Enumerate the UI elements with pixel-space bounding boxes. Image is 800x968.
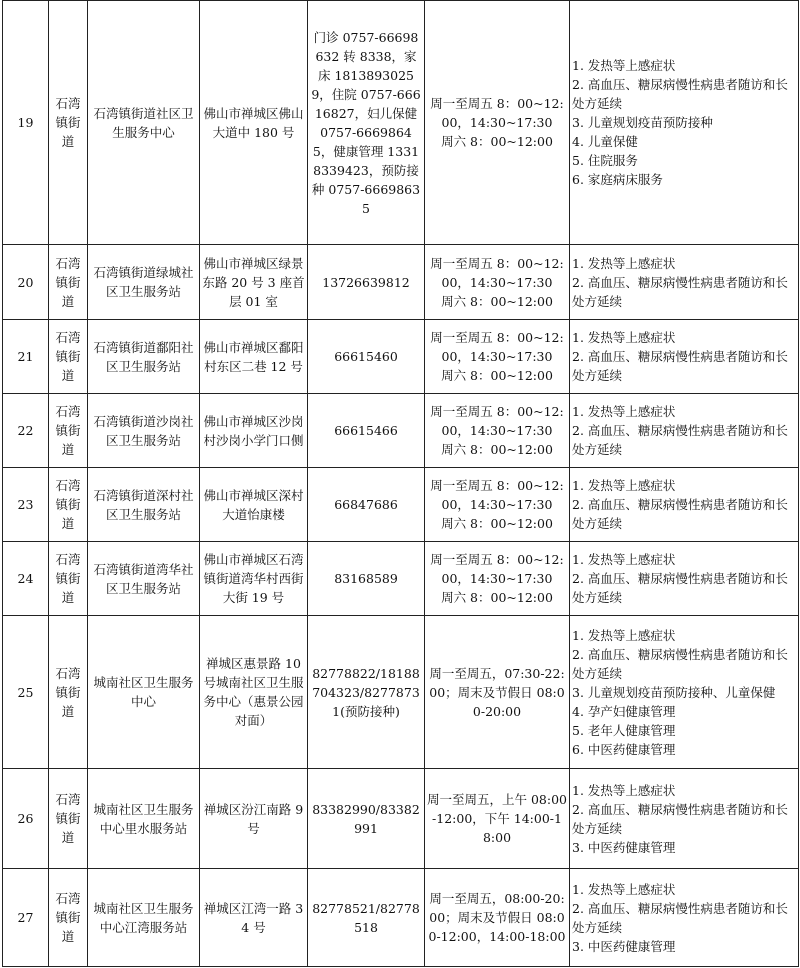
service-item: 1. 发热等上感症状 xyxy=(572,627,676,643)
facility-address: 禅城区江湾一路 34 号 xyxy=(200,869,308,967)
service-list xyxy=(570,1,799,245)
service-item: 2. 高血压、糖尿病慢性病患者随访和长处方延续 xyxy=(572,900,788,935)
service-list xyxy=(570,616,799,769)
service-item: 6. 中医药健康管理 xyxy=(572,741,676,757)
service-item: 3. 儿童规划疫苗预防接种、儿童保健 xyxy=(572,684,776,700)
facility-address: 佛山市禅城区石湾镇街道湾华村西街大街 19 号 xyxy=(200,542,308,616)
service-item: 2. 高血压、糖尿病慢性病患者随访和长处方延续 xyxy=(572,274,788,309)
service-list xyxy=(570,468,799,542)
hours-line: 周六 8：00~12:00 xyxy=(441,368,553,383)
service-item: 1. 发热等上感症状 xyxy=(572,255,676,271)
facility-address: 佛山市禅城区佛山大道中 180 号 xyxy=(200,1,308,245)
service-item: 4. 孕产妇健康管理 xyxy=(572,703,676,719)
hours-line: 周一至周五 8：00~12:00，14:30~17:30 xyxy=(430,404,564,438)
facility-address: 佛山市禅城区深村大道怡康楼 xyxy=(200,468,308,542)
facility-address: 佛山市禅城区鄱阳村东区二巷 12 号 xyxy=(200,320,308,394)
hours-line: 周六 8：00~12:00 xyxy=(441,293,553,309)
facility-phone: 13726639812 xyxy=(308,245,425,320)
service-item: 2. 高血压、糖尿病慢性病患者随访和长处方延续 xyxy=(572,571,788,605)
facility-phone: 66615460 xyxy=(308,320,425,394)
service-list xyxy=(570,320,799,394)
facility-phone: 66847686 xyxy=(308,468,425,542)
opening-hours xyxy=(425,869,570,967)
service-item: 1. 发热等上感症状 xyxy=(572,782,676,798)
facility-name: 城南社区卫生服务中心江湾服务站 xyxy=(88,869,200,967)
opening-hours xyxy=(425,468,570,542)
hours-line: 周六 8：00~12:00 xyxy=(441,590,553,605)
town-name: 石湾镇街道 xyxy=(49,869,88,967)
opening-hours xyxy=(425,1,570,245)
facility-name: 石湾镇街道绿城社区卫生服务站 xyxy=(88,245,200,320)
table-row xyxy=(3,769,799,869)
facility-phone: 83382990/83382991 xyxy=(308,769,425,869)
facility-phone: 82778521/82778518 xyxy=(308,869,425,967)
table-row xyxy=(3,1,799,245)
opening-hours xyxy=(425,616,570,769)
facility-phone: 门诊 0757-66698632 转 8338，家床 18138930259，住院 0757-66616827，妇儿保健 0757-66698645，健康管理 13318339423，预防接种 0757-66698635 xyxy=(308,1,425,245)
service-list xyxy=(570,542,799,616)
table-body xyxy=(3,1,799,967)
hours-line: 周一至周五 8：00~12:00，14:30~17:30 xyxy=(430,255,564,290)
service-item: 3. 中医药健康管理 xyxy=(572,938,676,954)
hours-line: 周六 8：00~12:00 xyxy=(441,516,553,531)
hours-line: 周六 8：00~12:00 xyxy=(441,442,553,457)
service-item: 1. 发热等上感症状 xyxy=(572,552,676,567)
facility-phone: 82778822/18188704323/82778731(预防接种) xyxy=(308,616,425,769)
opening-hours xyxy=(425,769,570,869)
row-number: 21 xyxy=(3,320,49,394)
service-item: 1. 发热等上感症状 xyxy=(572,404,676,419)
service-list xyxy=(570,394,799,468)
row-number: 22 xyxy=(3,394,49,468)
table-row xyxy=(3,320,799,394)
opening-hours xyxy=(425,394,570,468)
opening-hours xyxy=(425,320,570,394)
facility-name: 城南社区卫生服务中心 xyxy=(88,616,200,769)
table-row xyxy=(3,542,799,616)
row-number: 27 xyxy=(3,869,49,967)
hours-line: 周六 8：00~12:00 xyxy=(441,134,553,149)
facility-address: 禅城区汾江南路 9 号 xyxy=(200,769,308,869)
table-row xyxy=(3,616,799,769)
town-name: 石湾镇街道 xyxy=(49,394,88,468)
hours-line: 周一至周五，07:30-22:00；周末及节假日 08:00-20:00 xyxy=(429,665,565,719)
facility-address: 佛山市禅城区沙岗村沙岗小学门口侧 xyxy=(200,394,308,468)
town-name: 石湾镇街道 xyxy=(49,616,88,769)
facility-address: 佛山市禅城区绿景东路 20 号 3 座首层 01 室 xyxy=(200,245,308,320)
service-item: 2. 高血压、糖尿病慢性病患者随访和长处方延续 xyxy=(572,349,788,383)
service-item: 1. 发热等上感症状 xyxy=(572,881,676,897)
row-number: 26 xyxy=(3,769,49,869)
facility-name: 石湾镇街道社区卫生服务中心 xyxy=(88,1,200,245)
service-list xyxy=(570,869,799,967)
service-item: 3. 儿童规划疫苗预防接种 xyxy=(572,115,713,130)
hours-line: 周一至周五 8：00~12:00，14:30~17:30 xyxy=(430,478,564,512)
service-list xyxy=(570,769,799,869)
hours-line: 周一至周五，上午 08:00-12:00，下午 14:00-18:00 xyxy=(427,792,567,845)
service-item: 2. 高血压、糖尿病慢性病患者随访和长处方延续 xyxy=(572,646,788,681)
row-number: 23 xyxy=(3,468,49,542)
service-table xyxy=(2,0,799,967)
table-row xyxy=(3,245,799,320)
facility-phone: 66615466 xyxy=(308,394,425,468)
facility-name: 石湾镇街道深村社区卫生服务站 xyxy=(88,468,200,542)
service-item: 5. 老年人健康管理 xyxy=(572,722,676,738)
table-row xyxy=(3,394,799,468)
service-item: 1. 发热等上感症状 xyxy=(572,58,676,73)
row-number: 24 xyxy=(3,542,49,616)
service-item: 2. 高血压、糖尿病慢性病患者随访和长处方延续 xyxy=(572,497,788,531)
opening-hours xyxy=(425,542,570,616)
table-row xyxy=(3,468,799,542)
facility-name: 石湾镇街道湾华社区卫生服务站 xyxy=(88,542,200,616)
hours-line: 周一至周五 8：00~12:00，14:30~17:30 xyxy=(430,552,564,586)
hours-line: 周一至周五 8：00~12:00，14:30~17:30 xyxy=(430,96,564,130)
service-item: 2. 高血压、糖尿病慢性病患者随访和长处方延续 xyxy=(572,77,788,111)
table-row xyxy=(3,869,799,967)
row-number: 25 xyxy=(3,616,49,769)
service-item: 3. 中医药健康管理 xyxy=(572,839,676,855)
facility-address: 禅城区惠景路 10 号城南社区卫生服务中心（惠景公园对面） xyxy=(200,616,308,769)
town-name: 石湾镇街道 xyxy=(49,542,88,616)
town-name: 石湾镇街道 xyxy=(49,245,88,320)
facility-name: 城南社区卫生服务中心里水服务站 xyxy=(88,769,200,869)
town-name: 石湾镇街道 xyxy=(49,1,88,245)
hours-line: 周一至周五 8：00~12:00，14:30~17:30 xyxy=(430,330,564,364)
service-list xyxy=(570,245,799,320)
facility-phone: 83168589 xyxy=(308,542,425,616)
service-item: 2. 高血压、糖尿病慢性病患者随访和长处方延续 xyxy=(572,801,788,836)
town-name: 石湾镇街道 xyxy=(49,769,88,869)
service-item: 2. 高血压、糖尿病慢性病患者随访和长处方延续 xyxy=(572,423,788,457)
service-item: 6. 家庭病床服务 xyxy=(572,172,663,187)
hours-line: 周一至周五，08:00-20:00；周末及节假日 08:00-12:00，14:00-18:00 xyxy=(428,891,566,944)
town-name: 石湾镇街道 xyxy=(49,320,88,394)
service-item: 1. 发热等上感症状 xyxy=(572,330,676,345)
service-item: 4. 儿童保健 xyxy=(572,134,638,149)
town-name: 石湾镇街道 xyxy=(49,468,88,542)
row-number: 20 xyxy=(3,245,49,320)
row-number: 19 xyxy=(3,1,49,245)
facility-name: 石湾镇街道沙岗社区卫生服务站 xyxy=(88,394,200,468)
facility-name: 石湾镇街道鄱阳社区卫生服务站 xyxy=(88,320,200,394)
service-item: 5. 住院服务 xyxy=(572,153,638,168)
opening-hours xyxy=(425,245,570,320)
service-item: 1. 发热等上感症状 xyxy=(572,478,676,493)
